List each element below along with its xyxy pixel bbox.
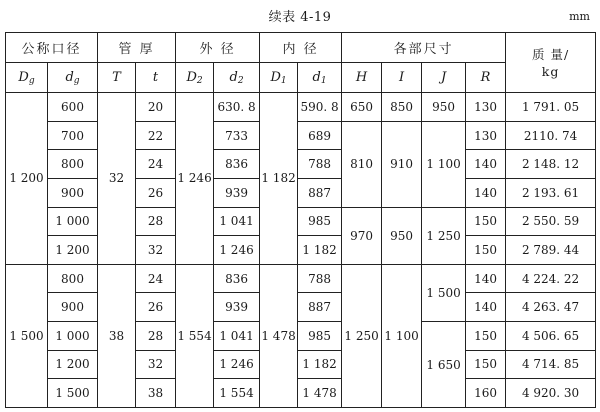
- cell-R: 140: [466, 264, 506, 293]
- cell-dg: 800: [48, 264, 98, 293]
- table-row: [6, 350, 596, 379]
- symbol-J: J: [422, 63, 466, 93]
- cell-J: 1 500: [422, 264, 466, 321]
- cell-J: 1 100: [422, 121, 466, 207]
- cell-d2: 939: [214, 178, 260, 207]
- cell-t: 26: [136, 178, 176, 207]
- cell-d2: 1 041: [214, 322, 260, 351]
- symbol-H: H: [342, 63, 382, 93]
- cell-R: 150: [466, 207, 506, 236]
- header-inner: 内 径: [260, 33, 342, 63]
- cell-mass: 2 550. 59: [506, 207, 596, 236]
- cell-mass: 4 714. 85: [506, 350, 596, 379]
- cell-t: 32: [136, 350, 176, 379]
- table-row: [6, 322, 596, 351]
- header-mass-line2: kg: [541, 63, 560, 79]
- cell-mass: 2110. 74: [506, 121, 596, 150]
- cell-R: 160: [466, 379, 506, 408]
- cell-d1: 1 182: [298, 236, 342, 265]
- cell-I: 910: [382, 121, 422, 207]
- symbol-T: T: [98, 63, 136, 93]
- cell-t: 26: [136, 293, 176, 322]
- header-nominal: 公称口径: [6, 33, 98, 63]
- table-row: [6, 236, 596, 265]
- cell-H: 1 250: [342, 264, 382, 407]
- cell-dg: 1 000: [48, 207, 98, 236]
- unit-label: mm: [569, 10, 590, 23]
- cell-d1: 1 478: [298, 379, 342, 408]
- cell-d1: 689: [298, 121, 342, 150]
- header-mass-line1: 质 量/: [531, 46, 570, 62]
- header-thickness: 管 厚: [98, 33, 176, 63]
- cell-R: 140: [466, 293, 506, 322]
- cell-t: 20: [136, 93, 176, 122]
- cell-mass: 4 263. 47: [506, 293, 596, 322]
- cell-H: 650: [342, 93, 382, 122]
- cell-R: 140: [466, 150, 506, 179]
- cell-dg: 600: [48, 93, 98, 122]
- table-row: [6, 150, 596, 179]
- cell-dg: 1 000: [48, 322, 98, 351]
- cell-mass: 2 193. 61: [506, 178, 596, 207]
- cell-dg: 700: [48, 121, 98, 150]
- symbol-Dg: $D_g$: [6, 63, 48, 93]
- cell-T: 32: [98, 93, 136, 265]
- symbol-R: R: [466, 63, 506, 93]
- header-mass: [506, 33, 596, 93]
- cell-H: 970: [342, 207, 382, 264]
- cell-D2: 1 554: [176, 264, 214, 407]
- cell-J: 950: [422, 93, 466, 122]
- cell-R: 130: [466, 121, 506, 150]
- cell-H: 810: [342, 121, 382, 207]
- cell-mass: 1 791. 05: [506, 93, 596, 122]
- symbol-D1: $D_1$: [260, 63, 298, 93]
- cell-R: 130: [466, 93, 506, 122]
- cell-dg: 1 200: [48, 350, 98, 379]
- table-row: [6, 121, 596, 150]
- symbol-I: I: [382, 63, 422, 93]
- table-row: [6, 264, 596, 293]
- cell-d2: 1 041: [214, 207, 260, 236]
- table-row: [6, 379, 596, 408]
- header-row-groups: [6, 33, 596, 63]
- cell-mass: 4 224. 22: [506, 264, 596, 293]
- cell-d2: 939: [214, 293, 260, 322]
- cell-t: 38: [136, 379, 176, 408]
- cell-I: 950: [382, 207, 422, 264]
- cell-d1: 985: [298, 322, 342, 351]
- symbol-dg: $d_g$: [48, 63, 98, 93]
- cell-t: 28: [136, 207, 176, 236]
- symbol-d1: $d_1$: [298, 63, 342, 93]
- cell-I: 1 100: [382, 264, 422, 407]
- cell-d2: 630. 8: [214, 93, 260, 122]
- cell-R: 140: [466, 178, 506, 207]
- cell-R: 150: [466, 322, 506, 351]
- symbol-d2: $d_2$: [214, 63, 260, 93]
- cell-Dg: 1 500: [6, 264, 48, 407]
- cell-d1: 985: [298, 207, 342, 236]
- cell-R: 150: [466, 350, 506, 379]
- cell-J: 1 250: [422, 207, 466, 264]
- cell-dg: 800: [48, 150, 98, 179]
- table-row: [6, 207, 596, 236]
- table-row: [6, 93, 596, 122]
- cell-d1: 887: [298, 178, 342, 207]
- cell-Dg: 1 200: [6, 93, 48, 265]
- cell-d1: 788: [298, 150, 342, 179]
- symbol-D2: $D_2$: [176, 63, 214, 93]
- cell-d1: 887: [298, 293, 342, 322]
- cell-T: 38: [98, 264, 136, 407]
- cell-d1: 590. 8: [298, 93, 342, 122]
- cell-t: 22: [136, 121, 176, 150]
- cell-mass: 4 506. 65: [506, 322, 596, 351]
- cell-dg: 1 500: [48, 379, 98, 408]
- cell-t: 24: [136, 150, 176, 179]
- cell-D2: 1 246: [176, 93, 214, 265]
- cell-d1: 1 182: [298, 350, 342, 379]
- cell-R: 150: [466, 236, 506, 265]
- cell-t: 24: [136, 264, 176, 293]
- cell-d2: 1 246: [214, 350, 260, 379]
- cell-t: 28: [136, 322, 176, 351]
- cell-I: 850: [382, 93, 422, 122]
- header-dims: 各部尺寸: [342, 33, 506, 63]
- header-outer: 外 径: [176, 33, 260, 63]
- cell-J: 1 650: [422, 322, 466, 408]
- table-row: [6, 178, 596, 207]
- cell-d1: 788: [298, 264, 342, 293]
- cell-mass: 2 789. 44: [506, 236, 596, 265]
- cell-d2: 836: [214, 264, 260, 293]
- cell-d2: 1 246: [214, 236, 260, 265]
- symbol-t: t: [136, 63, 176, 93]
- cell-D1: 1 182: [260, 93, 298, 265]
- cell-t: 32: [136, 236, 176, 265]
- cell-dg: 1 200: [48, 236, 98, 265]
- cell-d2: 1 554: [214, 379, 260, 408]
- cell-dg: 900: [48, 293, 98, 322]
- cell-d2: 733: [214, 121, 260, 150]
- cell-D1: 1 478: [260, 264, 298, 407]
- table-row: [6, 293, 596, 322]
- table-caption: 续表 4-19: [268, 10, 332, 25]
- spec-table: [5, 32, 596, 408]
- cell-dg: 900: [48, 178, 98, 207]
- cell-d2: 836: [214, 150, 260, 179]
- cell-mass: 4 920. 30: [506, 379, 596, 408]
- cell-mass: 2 148. 12: [506, 150, 596, 179]
